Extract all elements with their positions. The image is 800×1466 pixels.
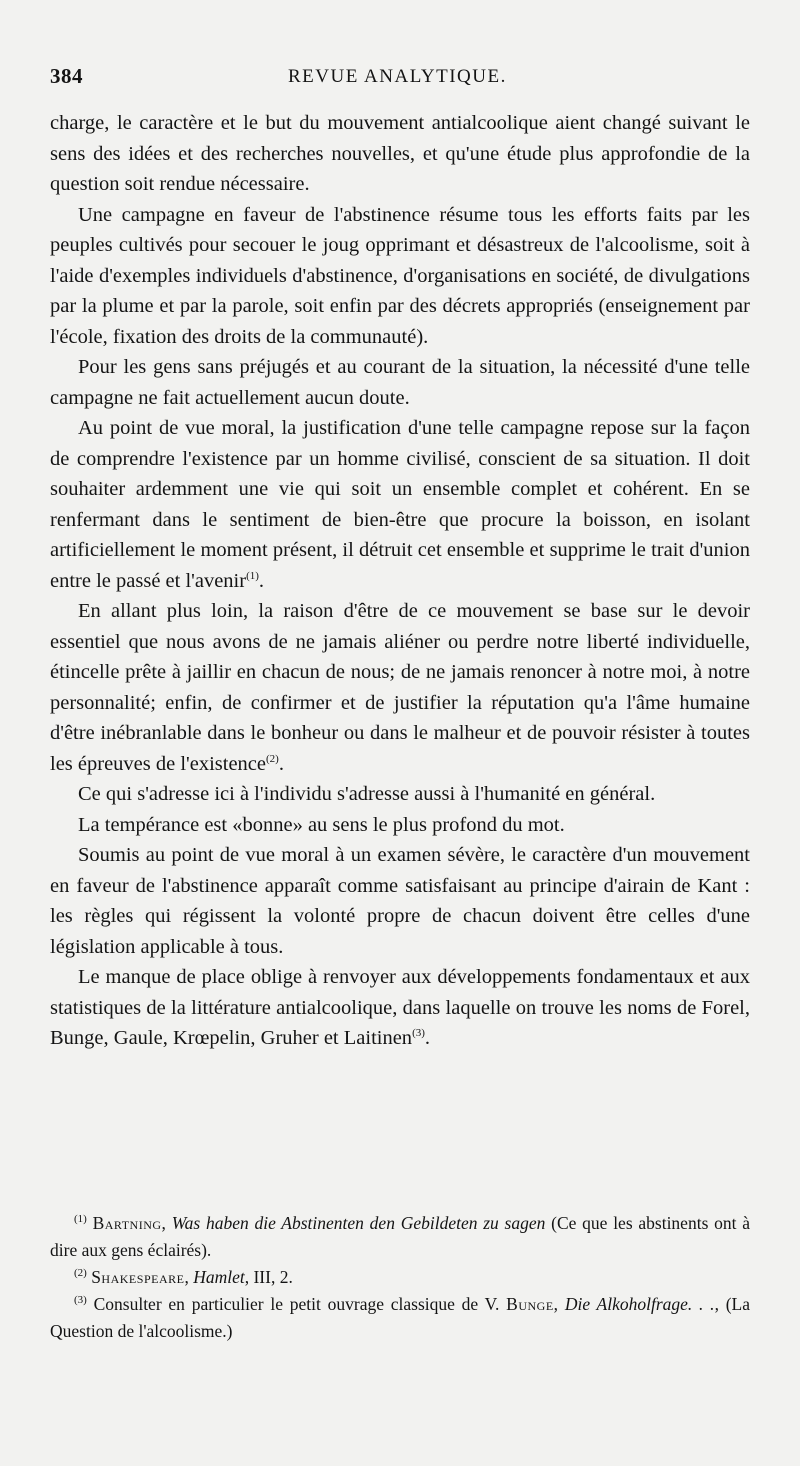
footnotes	[50, 1210, 750, 1345]
paragraph: Une campagne en faveur de l'abstinence résume tous les efforts faits par les peuples cultivés pour secouer le joug opprimant et désastreux de l'alcoolisme, soit à l'aide d'exemples individuels d'abstinence, d'organisations en société, de divulgations par la plume et par la parole, soit enfin par des décrets appropriés (enseignement par l'école, fixation des droits de la communauté).	[50, 203, 750, 348]
footnote-sep: ,	[184, 1267, 194, 1287]
running-title: REVUE ANALYTIQUE.	[288, 66, 507, 87]
paragraph: Pour les gens sans préjugés et au courant de la situation, la nécessité d'une telle campagne ne fait actuellement aucun doute.	[50, 356, 750, 409]
page-header	[50, 64, 750, 94]
paragraph: Soumis au point de vue moral à un examen sévère, le caractère d'un mouvement en faveur de l'abstinence apparaît comme satisfaisant au principe d'airain de Kant : les règles qui régissent la volonté propre de chacun doivent être celles d'une législation applicable à tous.	[50, 844, 750, 958]
paragraph-text: Au point de vue moral, la justification d'une telle campagne repose sur la façon de comprendre l'existence par un homme civilisé, conscient de sa situation. Il doit souhaiter ardemment une vie qui soit un ensemble complet et cohérent. En se renfermant dans le sentiment de bien-être que procure la boisson, en isolant artificiellement le moment présent, il détruit cet ensemble et supprime le trait d'union entre le passé et l'avenir	[50, 417, 750, 592]
footnote-title: Was haben die Abstinenten den Gebildeten zu sagen	[171, 1213, 546, 1233]
footnote-prefix: Consulter en particulier le petit ouvrage classique de V.	[93, 1294, 507, 1314]
footnote-mark: (2)	[74, 1267, 87, 1280]
paragraph-text: En allant plus loin, la raison d'être de ce mouvement se base sur le devoir essentiel que nous avons de ne jamais aliéner ou perdre notre liberté individuelle, étincelle prête à jaillir en chacun de nous; de ne jamais renoncer à notre moi, à notre personnalité; enfin, de confirmer et de justifier la réputation qu'a l'âme humaine d'être inébranlable dans le bonheur ou dans le malheur et de pouvoir résister à toutes les épreuves de l'existence	[50, 600, 750, 775]
footnote-author: Shakespeare	[91, 1267, 185, 1287]
paragraph: En allant plus loin, la raison d'être de ce mouvement se base sur le devoir essentiel que nous avons de ne jamais aliéner ou perdre notre liberté individuelle, étincelle prête à jaillir en chacun de nous; de ne jamais renoncer à notre moi, à notre personnalité; enfin, de confirmer et de justifier la réputation qu'a l'âme humaine d'être inébranlable dans le bonheur ou dans le malheur et de pouvoir résister à toutes les épreuves de l'existence$^{(2)}$.	[50, 600, 750, 775]
footnote	[50, 1264, 750, 1291]
footnote-ref: (1)	[246, 569, 259, 582]
footnote-author: Bunge	[506, 1294, 554, 1314]
footnote-rest: , III, 2.	[244, 1267, 293, 1287]
paragraph: Ce qui s'adresse ici à l'individu s'adresse aussi à l'humanité en général.	[78, 783, 656, 805]
page-number: 384	[50, 64, 83, 88]
paragraph-text: Le manque de place oblige à renvoyer aux développements fondamentaux et aux statistiques de la littérature antialcoolique, dans laquelle on trouve les noms de Forel, Bunge, Gaule, Krœpelin, Gruher et Laitinen	[50, 966, 750, 1049]
footnote-mark: (3)	[74, 1294, 87, 1307]
footnote-rest: , (La Question de l'alcoolisme.)	[50, 1294, 750, 1341]
footnote-sep: ,	[161, 1213, 172, 1233]
paragraph: Au point de vue moral, la justification d'une telle campagne repose sur la façon de comprendre l'existence par un homme civilisé, conscient de sa situation. Il doit souhaiter ardemment une vie qui soit un ensemble complet et cohérent. En se renfermant dans le sentiment de bien-être que procure la boisson, en isolant artificiellement le moment présent, il détruit cet ensemble et supprime le trait d'union entre le passé et l'avenir$^{(1)}$.	[50, 417, 750, 592]
footnote-sep: ,	[553, 1294, 565, 1314]
footnote-title: Hamlet	[193, 1267, 245, 1287]
body-text	[50, 108, 750, 1054]
footnote-rest: (Ce que les abstinents ont à dire aux gens éclairés).	[50, 1213, 751, 1260]
paragraph: Le manque de place oblige à renvoyer aux développements fondamentaux et aux statistiques de la littérature antialcoolique, dans laquelle on trouve les noms de Forel, Bunge, Gaule, Krœpelin, Gruher et Laitinen$^{(3)}$.	[50, 966, 750, 1049]
footnote-title: Die Alkoholfrage. . .	[564, 1294, 715, 1314]
footnote	[50, 1291, 750, 1345]
paragraph: charge, le caractère et le but du mouvement antialcoolique aient changé suivant le sens des idées et des recherches nouvelles, et qu'une étude plus approfondie de la question soit rendue nécessaire.	[50, 112, 750, 195]
paragraph: La tempérance est «bonne» au sens le plus profond du mot.	[78, 813, 565, 836]
footnote-ref: (2)	[266, 752, 279, 765]
footnote-author: Bartning	[92, 1213, 162, 1233]
footnote-ref: (3)	[412, 1027, 425, 1040]
footnote	[50, 1210, 750, 1264]
footnote-mark: (1)	[74, 1213, 87, 1226]
